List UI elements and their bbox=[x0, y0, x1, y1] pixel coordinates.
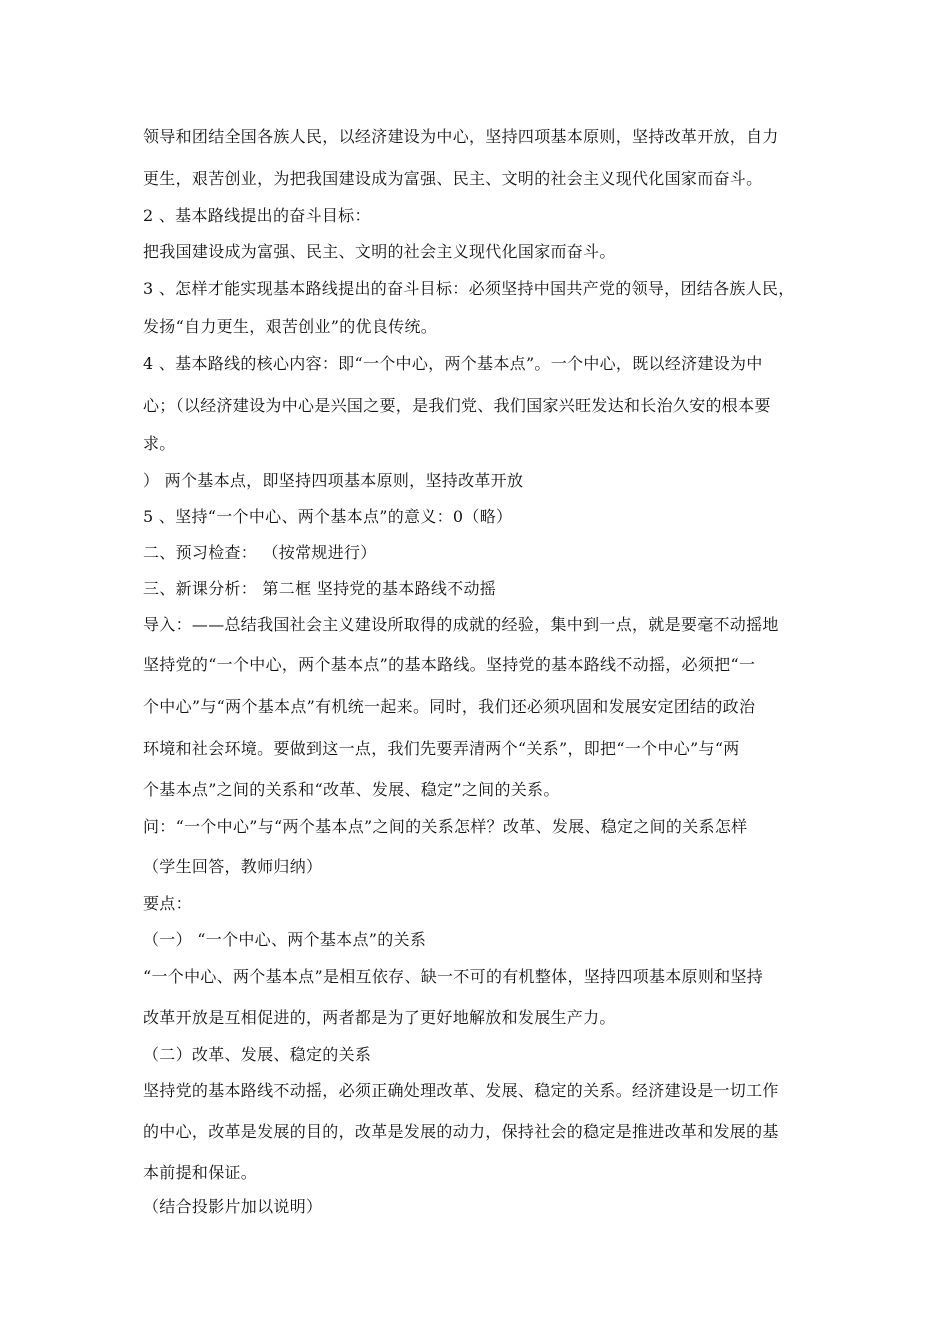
text-line: 发扬“自力更生，艰苦创业”的优良传统。 bbox=[143, 317, 438, 336]
text-line: 心；（以经济建设为中心是兴国之要，是我们党、我们国家兴旺发达和长治久安的根本要 bbox=[143, 396, 771, 415]
text-line: 改革开放是互相促进的，两者都是为了更好地解放和发展生产力。 bbox=[143, 1008, 616, 1027]
text-line: 4 、基本路线的核心内容：即“一个中心，两个基本点”。一个中心，既以经济建设为中 bbox=[143, 354, 763, 373]
text-line: 坚持党的“一个中心，两个基本点”的基本路线。坚持党的基本路线不动摇，必须把“一 bbox=[143, 655, 756, 674]
text-line: 本前提和保证。 bbox=[143, 1163, 258, 1182]
text-line: （学生回答，教师归纳） bbox=[143, 857, 323, 876]
text-line: 2 、基本路线提出的奋斗目标： bbox=[143, 206, 371, 225]
text-line: 个中心”与“两个基本点”有机统一起来。同时，我们还必须巩固和发展安定团结的政治 bbox=[143, 697, 756, 716]
text-line: 要点： bbox=[143, 894, 192, 913]
text-line: ） 两个基本点，即坚持四项基本原则，坚持改革开放 bbox=[143, 471, 524, 490]
text-line: 坚持党的基本路线不动摇，必须正确处理改革、发展、稳定的关系。经济建设是一切工作 bbox=[143, 1081, 779, 1100]
text-line: 把我国建设成为富强、民主、文明的社会主义现代化国家而奋斗。 bbox=[143, 242, 616, 261]
text-line: 的中心，改革是发展的目的，改革是发展的动力，保持社会的稳定是推进改革和发展的基 bbox=[143, 1122, 779, 1141]
text-line: 二、预习检查： （按常规进行） bbox=[143, 543, 377, 562]
text-line: 三、新课分析： 第二框 坚持党的基本路线不动摇 bbox=[143, 579, 497, 598]
text-line: 3 、怎样才能实现基本路线提出的奋斗目标：必须坚持中国共产党的领导，团结各族人民， bbox=[143, 279, 795, 298]
text-line: 5 、坚持“一个中心、两个基本点”的意义：0（略） bbox=[143, 507, 513, 526]
text-line: “一个中心、两个基本点”是相互依存、缺一不可的有机整体，坚持四项基本原则和坚持 bbox=[143, 967, 764, 986]
text-line: 求。 bbox=[143, 434, 176, 453]
text-line: 环境和社会环境。要做到这一点，我们先要弄清两个“关系”，即把“一个中心”与“两 bbox=[143, 739, 740, 758]
text-line: （二）改革、发展、稳定的关系 bbox=[143, 1045, 372, 1064]
text-line: （结合投影片加以说明） bbox=[143, 1197, 323, 1216]
text-line: 个基本点”之间的关系和“改革、发展、稳定”之间的关系。 bbox=[143, 780, 560, 799]
text-line: 领导和团结全国各族人民，以经济建设为中心，坚持四项基本原则，坚持改革开放，自力 bbox=[143, 127, 779, 146]
text-line: 更生，艰苦创业，为把我国建设成为富强、民主、文明的社会主义现代化国家而奋斗。 bbox=[143, 169, 763, 188]
text-line: 导入：——总结我国社会主义建设所取得的成就的经验，集中到一点，就是要毫不动摇地 bbox=[143, 615, 779, 634]
text-line: 问：“一个中心”与“两个基本点”之间的关系怎样？改革、发展、稳定之间的关系怎样 bbox=[143, 817, 748, 836]
text-line: （一） “一个中心、两个基本点”的关系 bbox=[143, 930, 427, 949]
